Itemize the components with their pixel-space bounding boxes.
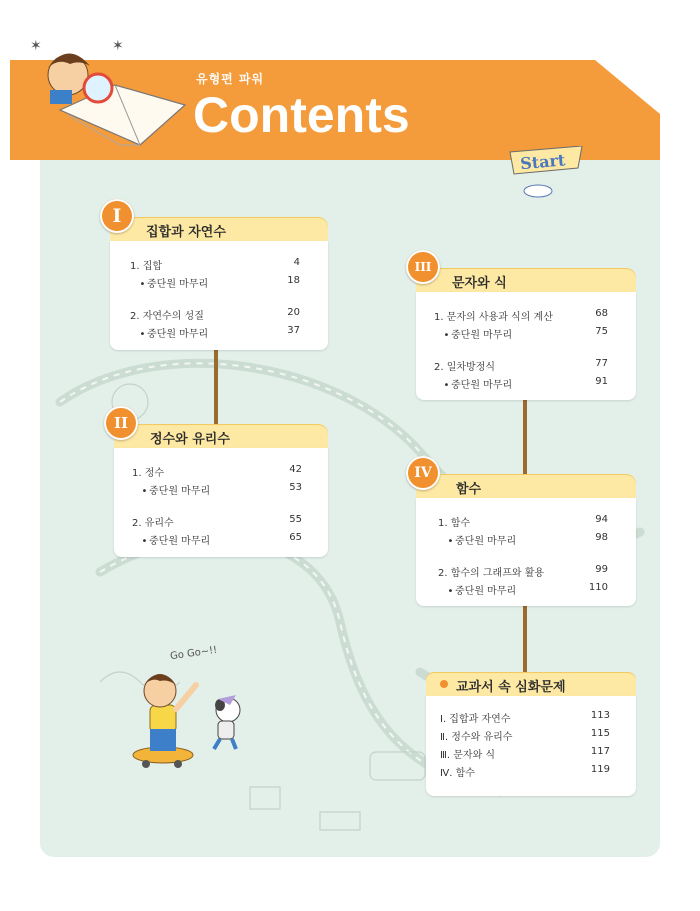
boy-reading-book-illustration <box>20 20 195 160</box>
section-tab <box>416 268 636 292</box>
entry-label: 2. 자연수의 성질 <box>130 311 204 322</box>
toc-subentry[interactable] <box>446 582 608 597</box>
toc-entry[interactable] <box>440 764 610 779</box>
section-card <box>114 448 328 557</box>
entry-page: 98 <box>595 532 608 543</box>
entry-page: 65 <box>289 532 302 543</box>
entry-label: 중단원 마무리 <box>455 536 517 547</box>
entry-label: Ⅰ. 집합과 자연수 <box>440 714 511 725</box>
roman-numeral-badge: III <box>406 250 440 284</box>
start-badge-label: Start <box>519 150 567 174</box>
entry-label: 1. 집합 <box>130 261 163 272</box>
entry-page: 119 <box>590 764 610 775</box>
connector-IV-bonus <box>523 604 527 674</box>
toc-entry[interactable] <box>440 710 610 725</box>
entry-page: 42 <box>289 464 302 475</box>
bullet-icon: • <box>141 486 148 497</box>
section-title: 함수 <box>456 482 482 497</box>
toc-subentry[interactable] <box>446 532 608 547</box>
entry-page: 113 <box>590 710 610 721</box>
svg-text:✶: ✶ <box>112 38 124 54</box>
entry-label: 중단원 마무리 <box>149 536 211 547</box>
section-tab <box>426 672 636 696</box>
entry-label: Ⅳ. 함수 <box>440 768 475 779</box>
entry-page: 18 <box>287 275 300 286</box>
entry-page: 68 <box>595 308 608 319</box>
entry-label: 중단원 마무리 <box>147 279 209 290</box>
entry-label: 2. 유리수 <box>132 518 174 529</box>
section-tab <box>110 217 328 241</box>
entry-label: 1. 문자의 사용과 식의 계산 <box>434 312 553 323</box>
entry-label: 1. 정수 <box>132 468 165 479</box>
toc-entry[interactable] <box>130 257 300 272</box>
section-tab <box>416 474 636 498</box>
bullet-icon: • <box>443 380 450 391</box>
toc-entry[interactable] <box>130 307 300 322</box>
entry-label: Ⅲ. 문자와 식 <box>440 750 496 761</box>
toc-subentry[interactable] <box>140 482 302 497</box>
entry-page: 53 <box>289 482 302 493</box>
section-title: 교과서 속 심화문제 <box>456 680 566 695</box>
speech-text: Go Go~!! <box>169 644 218 663</box>
bullet-icon: • <box>443 330 450 341</box>
toc-subentry[interactable] <box>138 325 300 340</box>
entry-page: 55 <box>289 514 302 525</box>
entry-label: 2. 함수의 그래프와 활용 <box>438 568 545 579</box>
toc-entry[interactable] <box>132 464 302 479</box>
section-title: 집합과 자연수 <box>146 225 226 240</box>
roman-numeral-badge: II <box>104 406 138 440</box>
section-card <box>426 696 636 796</box>
section-card <box>416 292 636 400</box>
svg-text:✶: ✶ <box>30 38 42 54</box>
entry-label: 중단원 마무리 <box>455 586 517 597</box>
entry-page: 75 <box>595 326 608 337</box>
connector-III-IV <box>523 400 527 476</box>
toc-entry[interactable] <box>440 746 610 761</box>
bullet-icon: • <box>447 586 454 597</box>
start-badge <box>508 146 588 206</box>
connector-I-II <box>214 350 218 424</box>
roman-numeral-badge: I <box>100 199 134 233</box>
toc-subentry[interactable] <box>140 532 302 547</box>
entry-page: 20 <box>287 307 300 318</box>
entry-page: 77 <box>595 358 608 369</box>
bullet-icon: • <box>139 279 146 290</box>
section-card <box>416 498 636 606</box>
entry-label: 중단원 마무리 <box>149 486 211 497</box>
toc-entry[interactable] <box>434 358 608 373</box>
airplane-icon <box>524 185 552 197</box>
entry-page: 110 <box>588 582 608 593</box>
toc-entry[interactable] <box>440 728 610 743</box>
orange-dot-icon <box>440 680 448 688</box>
page-title: Contents <box>193 87 410 143</box>
header-subtitle: 유형편 파워 <box>196 72 265 86</box>
entry-page: 37 <box>287 325 300 336</box>
entry-page: 94 <box>595 514 608 525</box>
entry-page: 99 <box>595 564 608 575</box>
entry-label: 중단원 마무리 <box>451 330 513 341</box>
entry-label: 2. 일차방정식 <box>434 362 496 373</box>
entry-label: 중단원 마무리 <box>451 380 513 391</box>
section-title: 정수와 유리수 <box>150 432 230 447</box>
roman-numeral-badge: IV <box>406 456 440 490</box>
section-title: 문자와 식 <box>452 276 507 291</box>
bullet-icon: • <box>447 536 454 547</box>
toc-entry[interactable] <box>438 514 608 529</box>
entry-label: 중단원 마무리 <box>147 329 209 340</box>
bullet-icon: • <box>141 536 148 547</box>
entry-page: 115 <box>590 728 610 739</box>
section-tab <box>114 424 328 448</box>
entry-label: Ⅱ. 정수와 유리수 <box>440 732 513 743</box>
toc-subentry[interactable] <box>442 376 608 391</box>
section-card <box>110 241 328 350</box>
toc-entry[interactable] <box>132 514 302 529</box>
toc-entry[interactable] <box>438 564 608 579</box>
entry-label: 1. 함수 <box>438 518 471 529</box>
boy-skateboard-dog-illustration <box>118 655 258 780</box>
entry-page: 91 <box>595 376 608 387</box>
bullet-icon: • <box>139 329 146 340</box>
entry-page: 117 <box>590 746 610 757</box>
entry-page: 4 <box>293 257 300 268</box>
toc-subentry[interactable] <box>442 326 608 341</box>
toc-entry[interactable] <box>434 308 608 323</box>
toc-subentry[interactable] <box>138 275 300 290</box>
